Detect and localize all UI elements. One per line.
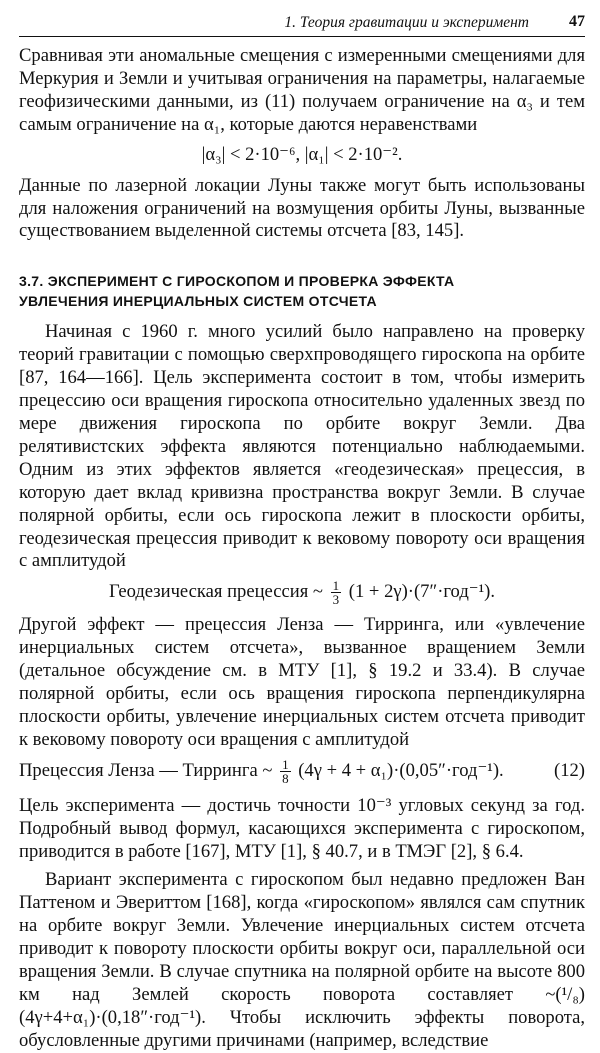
paragraph-1: Сравнивая эти аномальные смещения с измеренными смещениями для Меркурия и Земли и учитывая ограничения на параметры, налагаемые геофизическими данными, из (11) получаем ограничение на α₃ и тем самым ограничение на α₁, которые даются неравенствами [19, 45, 585, 135]
geodetic-precession-equation [19, 579, 585, 606]
fraction-numerator: 1 [282, 756, 289, 772]
paragraph-4: Другой эффект — прецессия Ленза — Тирринга, или «увлечение инерциальных систем отсчета», вызванное вращением Земли (детальное обсуждение см. в МТУ [1], § 19.2 и 33.4). В случае полярной орбиты, если ось вращения гироскопа перпендикулярна плоскости орбиты, увлечение инерциальных систем отсчета приводит к вековому повороту оси вращения с амплитудой [19, 614, 585, 750]
paragraph-2: Данные по лазерной локации Луны также могут быть использованы для наложения ограничений на возмущения орбиты Луны, вызванные существованием выделенной системы отсчета [83, 145]. [19, 174, 585, 242]
paragraph-3: Начиная с 1960 г. много усилий было направлено на проверку теорий гравитации с помощью сверхпроводящего гироскопа на орбите [87, 164—166]. Цель эксперимента состоит в том, чтобы измерить прецессию оси вращения гироскопа относительно удаленных звезд по мере движения гироскопа по орбите вокруг Земли. Два релятивистских эффекта являются потенциально наблюдаемыми. Одним из этих эффектов является «геодезическая» прецессия, в которую дает вклад кривизна пространства вокруг Земли. В случае полярной орбиты, если ось гироскопа лежит в плоскости орбиты, геодезическая прецессия приводит к вековому повороту оси вращения с амплитудой [19, 321, 585, 572]
section-heading [19, 271, 585, 311]
paragraph-6: Вариант эксперимента с гироскопом был недавно предложен Ван Паттеном и Эвериттом [168], когда «гироскопом» являлся сам спутник на орбите вокруг Земли. Увлечение инерциальных систем отсчета приводит к повороту плоскости орбиты вокруг оси, параллельной оси вращения Земли. В случае спутника на полярной орбите на высоте 800 км над Землей скорость поворота составляет ~(¹/₈)(4γ+4+α₁)·(0,18″·год⁻¹). Чтобы исключить эффекты поворота, обусловленные другими причинами (например, вследствие [19, 869, 585, 1051]
equation-left: Прецессия Ленза — Тирринга ~ [19, 759, 273, 781]
page-number: 47 [569, 13, 585, 30]
fraction-numerator: 1 [332, 578, 340, 594]
lense-thirring-equation [19, 758, 585, 785]
page-header [19, 8, 585, 37]
fraction-denominator: 8 [282, 770, 289, 786]
paragraph-5: Цель эксперимента — достичь точности 10⁻³ угловых секунд за год. Подробный вывод формул, касающихся эксперимента с гироскопом, приводится в работе [167], МТУ [1], § 40.7, и в ТМЭГ [2], § 6.4. [19, 794, 585, 862]
fraction [280, 758, 291, 785]
section-heading-line-2: УВЛЕЧЕНИЯ ИНЕРЦИАЛЬНЫХ СИСТЕМ ОТСЧЕТА [19, 293, 377, 310]
inequality-equation: |α₃| < 2·10⁻⁶, |α₁| < 2·10⁻². [201, 143, 403, 165]
equation-right: (4γ + 4 + α₁)·(0,05″·год⁻¹). [298, 759, 504, 781]
equation-left: Геодезическая прецессия ~ [108, 581, 323, 603]
section-heading-line-1: 3.7. ЭКСПЕРИМЕНТ С ГИРОСКОПОМ И ПРОВЕРКА ЭФФЕКТА [19, 273, 455, 290]
equation-number: (12) [554, 760, 585, 782]
fraction-denominator: 3 [332, 592, 340, 608]
equation-body [19, 758, 504, 785]
equation-right: (1 + 2γ)·(7″·год⁻¹). [348, 581, 496, 603]
running-title: 1. Теория гравитации и эксперимент [284, 14, 529, 31]
fraction [331, 579, 342, 606]
book-page [19, 8, 585, 1053]
